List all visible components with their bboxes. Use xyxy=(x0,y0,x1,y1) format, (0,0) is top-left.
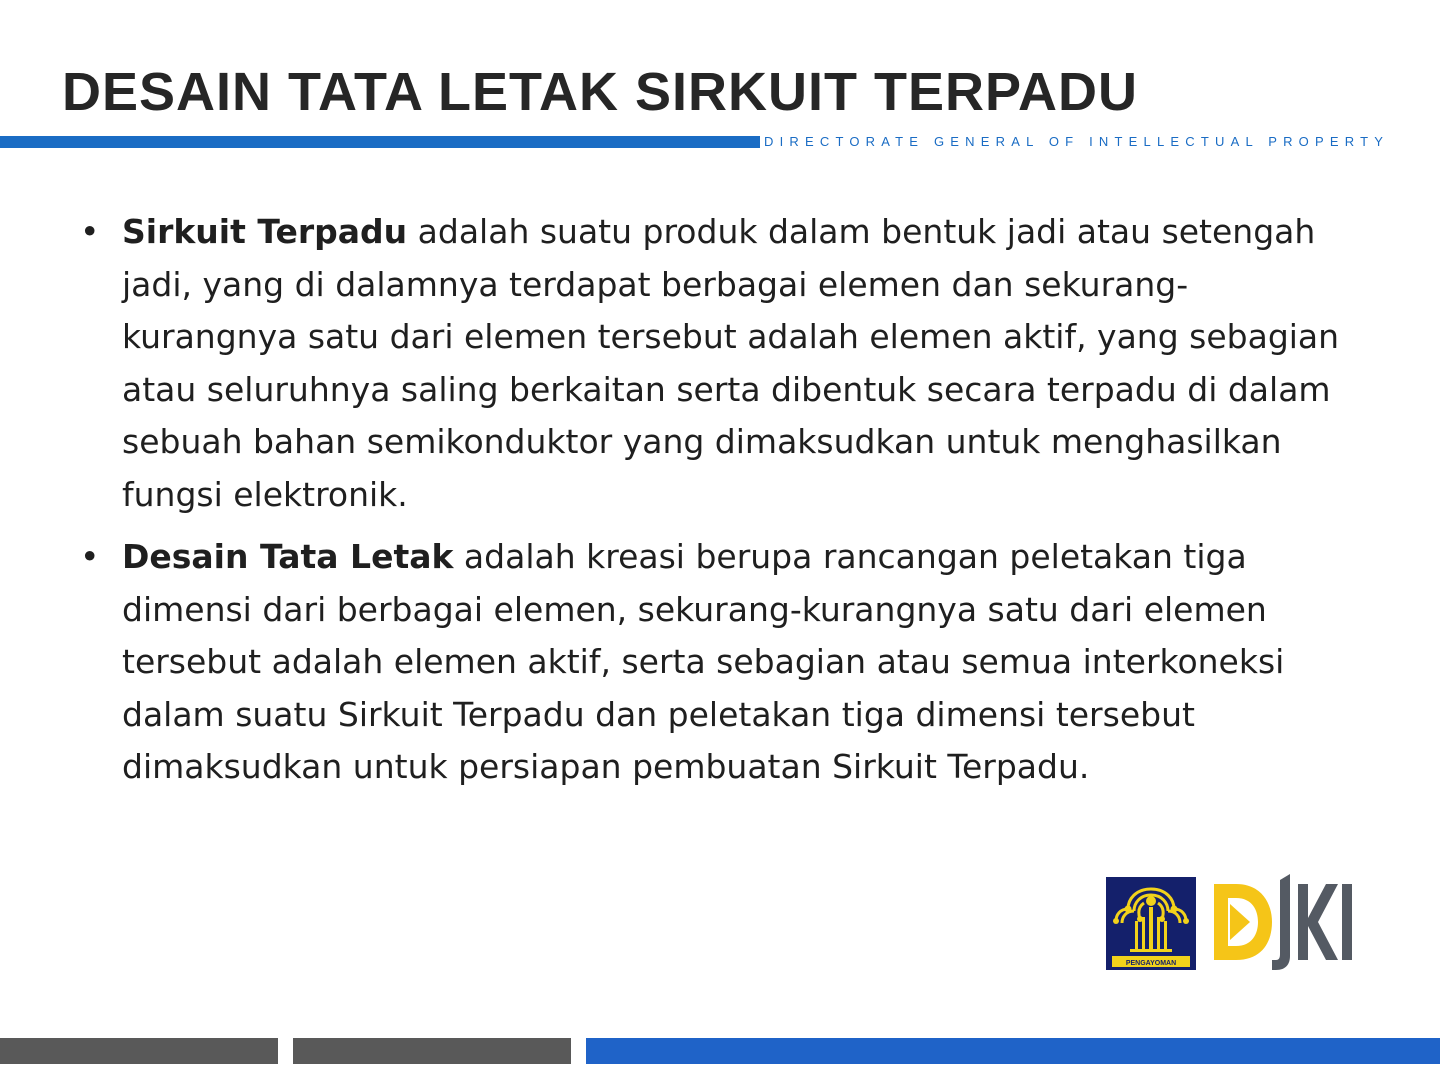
pengayoman-emblem-icon xyxy=(1106,877,1196,970)
footer-bar-gray-1 xyxy=(0,1038,278,1064)
page-title: DESAIN TATA LETAK SIRKUIT TERPADU xyxy=(62,62,1138,122)
bullet-text: adalah kreasi berupa rancangan peletakan tiga dimensi dari berbagai elemen, sekurang-kurangnya satu dari elemen tersebut adalah elemen aktif, serta sebagian atau semua interkoneksi dalam suatu Sirkuit Terpadu dan peletakan tiga dimensi tersebut dimaksudkan untuk persiapan pembuatan Sirkuit Terpadu. xyxy=(122,537,1285,786)
bullet-dot: • xyxy=(80,212,100,251)
bullet-term: Desain Tata Letak xyxy=(122,537,454,576)
header-accent-bar xyxy=(0,136,760,148)
bullet-item-sirkuit-terpadu xyxy=(80,206,1350,521)
header-subtitle: DIRECTORATE GENERAL OF INTELLECTUAL PROPERTY xyxy=(764,134,1390,149)
footer-bar-gray-2 xyxy=(293,1038,571,1064)
bullet-term: Sirkuit Terpadu xyxy=(122,212,408,251)
logo-group xyxy=(1106,870,1356,972)
bullet-item-desain-tata-letak xyxy=(80,531,1350,794)
emblem-label: PENGAYOMAN xyxy=(1125,960,1177,967)
djki-logo-icon xyxy=(1206,870,1356,972)
bullet-text: adalah suatu produk dalam bentuk jadi atau setengah jadi, yang di dalamnya terdapat berbagai elemen dan sekurang-kurangnya satu dari elemen tersebut adalah elemen aktif, yang sebagian atau seluruhnya saling berkaitan serta dibentuk secara terpadu di dalam sebuah bahan semikonduktor yang dimaksudkan untuk menghasilkan fungsi elektronik. xyxy=(122,212,1340,514)
bullet-list xyxy=(80,206,1350,804)
bullet-dot: • xyxy=(80,537,100,576)
footer-bar-blue xyxy=(586,1038,1440,1064)
